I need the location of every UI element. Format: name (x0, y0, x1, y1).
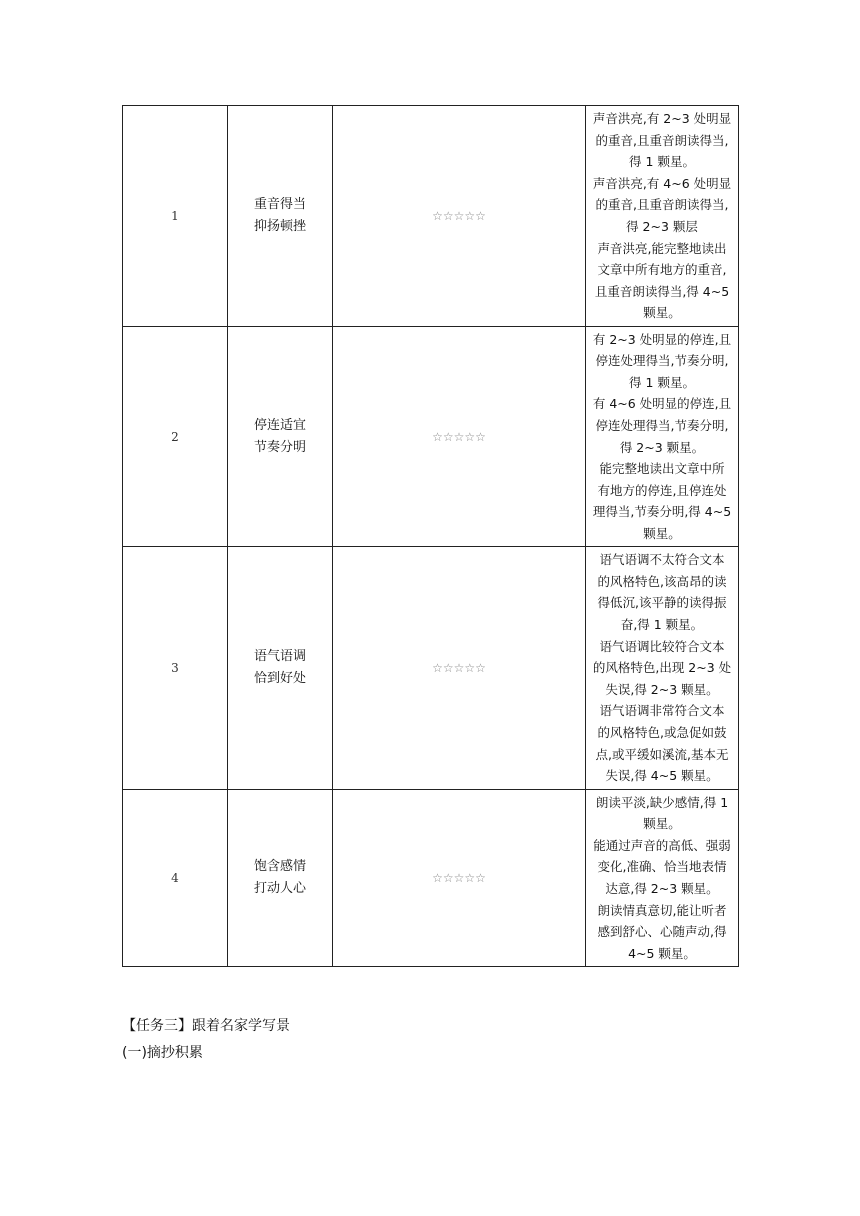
row-number (123, 327, 228, 547)
criteria-line: 朗读平淡,缺少感情,得 1 (595, 794, 729, 810)
star-rating: ☆☆☆☆☆ (432, 871, 486, 885)
star-rating-cell (333, 547, 586, 790)
criteria-line: 得 1 颗星。 (629, 374, 695, 390)
criterion-name-line: 恰到好处 (253, 671, 306, 686)
table-row (123, 106, 739, 327)
criterion-name-line: 抑扬顿挫 (253, 219, 306, 234)
criteria-line: 4~5 颗星。 (628, 945, 696, 961)
criteria-line: 的风格特色,该高昂的读 (597, 573, 727, 589)
table-row (123, 327, 739, 547)
criterion-name-line: 停连适宜 (253, 417, 306, 433)
criteria-line: 点,或平缓如溪流,基本无 (595, 746, 729, 762)
criteria-line: 有 2~3 处明显的停连,且 (592, 331, 732, 347)
table-row (123, 790, 739, 967)
criterion-name-line: 打动人心 (253, 881, 306, 896)
star-rating-cell (333, 106, 586, 327)
row-number (123, 790, 228, 967)
criteria-line: 朗读情真意切,能让听者 (597, 902, 727, 918)
criteria-line: 语气语调非常符合文本 (599, 703, 725, 719)
star-rating: ☆☆☆☆☆ (432, 209, 486, 223)
sub-section-title: (一)摘抄积累 (122, 1045, 203, 1061)
star-rating-cell (333, 327, 586, 547)
criteria-line: 声音洪亮,能完整地读出 (597, 240, 727, 256)
scoring-criteria (586, 790, 739, 967)
criteria-line: 能完整地读出文章中所 (599, 461, 725, 477)
criterion-name (228, 327, 333, 547)
criteria-line: 停连处理得当,节奏分明, (595, 417, 729, 433)
criteria-line: 声音洪亮,有 4~6 处明显 (592, 175, 732, 191)
criteria-line: 的重音,且重音朗读得当, (595, 132, 729, 148)
criteria-line: 得 2~3 颗层 (626, 219, 698, 234)
criteria-line: 奋,得 1 颗星。 (620, 617, 704, 633)
criteria-line: 的重音,且重音朗读得当, (595, 197, 729, 213)
criteria-line: 达意,得 2~3 颗星。 (605, 881, 719, 896)
row-number-text: 1 (171, 209, 179, 223)
criteria-line: 理得当,节奏分明,得 4~5 (592, 504, 732, 520)
row-number (123, 547, 228, 790)
criteria-line: 能通过声音的高低、强弱 (593, 837, 731, 853)
star-rating: ☆☆☆☆☆ (432, 429, 486, 444)
row-number (123, 106, 228, 327)
criterion-name (228, 106, 333, 327)
criteria-line: 文章中所有地方的重音, (597, 262, 727, 278)
row-number-text: 2 (171, 429, 179, 444)
criteria-line: 感到舒心、心随声动,得 (597, 924, 727, 940)
scoring-criteria (586, 106, 739, 327)
criteria-line: 变化,准确、恰当地表情 (597, 859, 727, 875)
criteria-line: 的风格特色,出现 2~3 处 (592, 660, 732, 676)
star-rating: ☆☆☆☆☆ (432, 661, 486, 675)
star-rating-cell (333, 790, 586, 967)
criterion-name-line: 重音得当 (253, 197, 306, 212)
row-number-text: 3 (171, 661, 179, 675)
evaluation-table (122, 105, 739, 967)
criteria-line: 有地方的停连,且停连处 (597, 482, 727, 498)
criteria-line: 得 1 颗星。 (629, 154, 695, 170)
section-title: 【任务三】跟着名家学写景 (122, 1018, 290, 1034)
criteria-line: 颗星。 (643, 305, 681, 321)
criteria-line: 的风格特色,或急促如鼓 (597, 724, 727, 740)
table-row (123, 547, 739, 790)
scoring-criteria (586, 327, 739, 547)
criteria-line: 得 2~3 颗星。 (619, 439, 705, 455)
criteria-line: 颗星。 (643, 525, 681, 541)
scoring-criteria (586, 547, 739, 790)
criteria-line: 得低沉,该平静的读得振 (597, 595, 727, 611)
criteria-line: 停连处理得当,节奏分明, (595, 353, 729, 369)
criterion-name-line: 语气语调 (253, 649, 306, 664)
criterion-name-line: 饱含感情 (253, 859, 306, 874)
evaluation-table-body (123, 106, 739, 967)
criteria-line: 语气语调比较符合文本 (599, 638, 725, 654)
criteria-line: 声音洪亮,有 2~3 处明显 (592, 111, 732, 127)
criteria-line: 颗星。 (643, 816, 681, 832)
criteria-line: 语气语调不太符合文本 (599, 552, 725, 568)
row-number-text: 4 (171, 871, 179, 885)
criterion-name (228, 547, 333, 790)
criterion-name-line: 节奏分明 (253, 439, 306, 455)
criteria-line: 失误,得 2~3 颗星。 (605, 681, 719, 697)
criteria-line: 有 4~6 处明显的停连,且 (592, 396, 732, 412)
criteria-line: 且重音朗读得当,得 4~5 (594, 283, 730, 299)
criteria-line: 失误,得 4~5 颗星。 (605, 768, 719, 784)
criterion-name (228, 790, 333, 967)
